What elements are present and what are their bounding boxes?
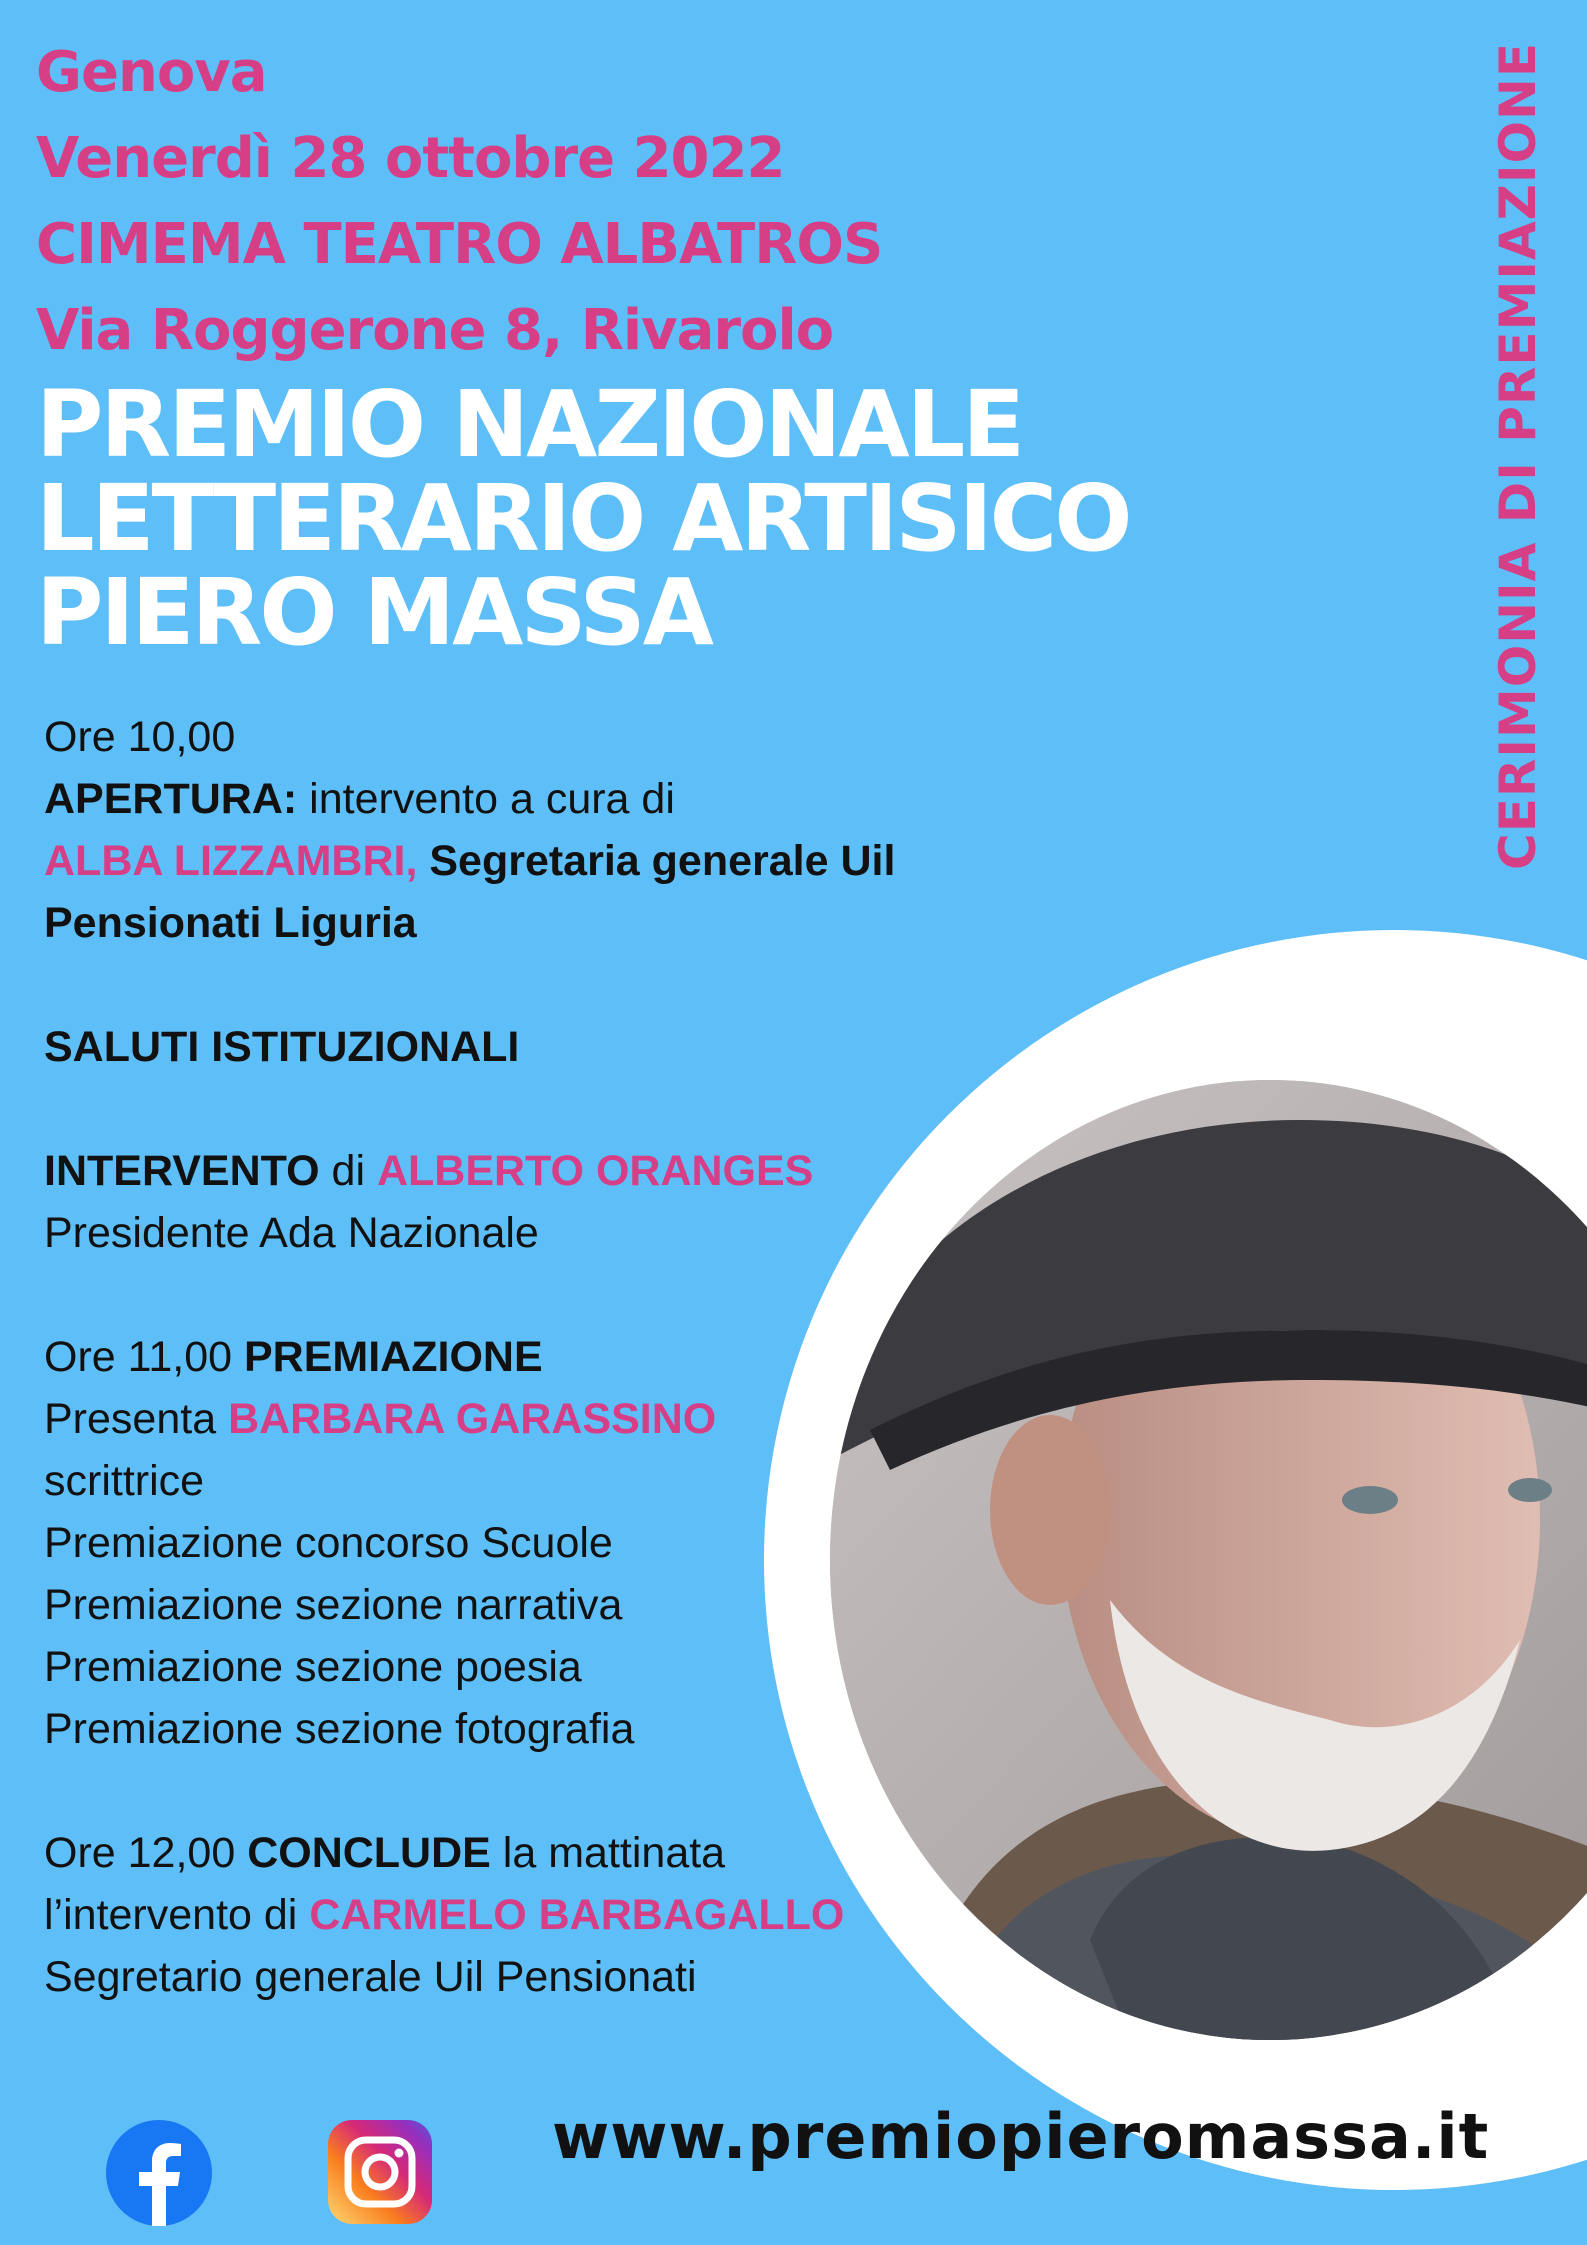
award-title-line-3: PIERO MASSA <box>36 559 711 666</box>
program-time-2: Ore 11,00 <box>44 1333 244 1381</box>
intervention-di: di <box>319 1147 377 1195</box>
awards-line <box>44 1326 1044 1388</box>
speaker-3-role: scrittrice <box>44 1457 205 1505</box>
event-date: Venerdì 28 ottobre 2022 <box>36 126 785 191</box>
spacer <box>44 1078 1044 1140</box>
facebook-icon[interactable] <box>106 2120 212 2226</box>
speaker-1-name: ALBA LIZZAMBRI, <box>44 837 418 885</box>
program-time-3: Ore 12,00 <box>44 1829 248 1877</box>
speaker-2-name: ALBERTO ORANGES <box>376 1147 814 1195</box>
event-address: Via Roggerone 8, Rivarolo <box>36 298 834 363</box>
award-title-line-2: LETTERARIO ARTISICO <box>36 465 1130 572</box>
program-time-1: Ore 10,00 <box>44 713 236 761</box>
spacer <box>44 1760 1044 1822</box>
speaker-1-role-b: Pensionati Liguria <box>44 899 417 947</box>
intervention-label: INTERVENTO <box>44 1147 320 1195</box>
speaker-4-line <box>44 1884 1044 1946</box>
speaker-1-role-a: Segretaria generale Uil <box>417 837 896 885</box>
spacer <box>44 1264 1044 1326</box>
award-title <box>36 371 1130 666</box>
spacer <box>44 954 1044 1016</box>
intervention-of: l’intervento di <box>44 1891 310 1939</box>
event-venue: CIMEMA TEATRO ALBATROS <box>36 212 883 277</box>
instagram-icon[interactable] <box>328 2120 432 2224</box>
speaker-1-line <box>44 830 1044 892</box>
presents-text: Presenta <box>44 1395 229 1443</box>
award-item: Premiazione sezione narrativa <box>44 1581 623 1629</box>
instagram-logo <box>328 2120 432 2224</box>
award-item: Premiazione concorso Scuole <box>44 1519 613 1567</box>
event-city: Genova <box>36 40 267 105</box>
presenter-line <box>44 1388 1044 1450</box>
speaker-3-name: BARBARA GARASSINO <box>228 1395 717 1443</box>
intervention-line <box>44 1140 1044 1202</box>
opening-label: APERTURA: <box>44 775 298 823</box>
greetings-line <box>44 1016 1044 1078</box>
award-item: Premiazione sezione poesia <box>44 1643 582 1691</box>
speaker-1-role-line <box>44 892 1044 954</box>
opening-line <box>44 768 1044 830</box>
concludes-text: la mattinata <box>490 1829 726 1877</box>
concludes-label: CONCLUDE <box>247 1829 491 1877</box>
event-header <box>36 30 882 374</box>
award-item: Premiazione sezione fotografia <box>44 1705 635 1753</box>
facebook-logo <box>106 2120 212 2226</box>
speaker-4-role: Segretario generale Uil Pensionati <box>44 1953 697 2001</box>
speaker-2-role: Presidente Ada Nazionale <box>44 1209 539 1257</box>
ceremony-label: CERIMONIA DI PREMIAZIONE <box>1489 41 1547 870</box>
event-program <box>44 706 1044 2008</box>
website-link[interactable]: www.premiopieromassa.it <box>552 2100 1490 2173</box>
greetings-label: SALUTI ISTITUZIONALI <box>44 1023 520 1071</box>
awards-label: PREMIAZIONE <box>244 1333 543 1381</box>
conclusion-line <box>44 1822 1044 1884</box>
speaker-4-name: CARMELO BARBAGALLO <box>309 1891 845 1939</box>
opening-text: intervento a cura di <box>297 775 675 823</box>
award-title-line-1: PREMIO NAZIONALE <box>36 371 1023 478</box>
